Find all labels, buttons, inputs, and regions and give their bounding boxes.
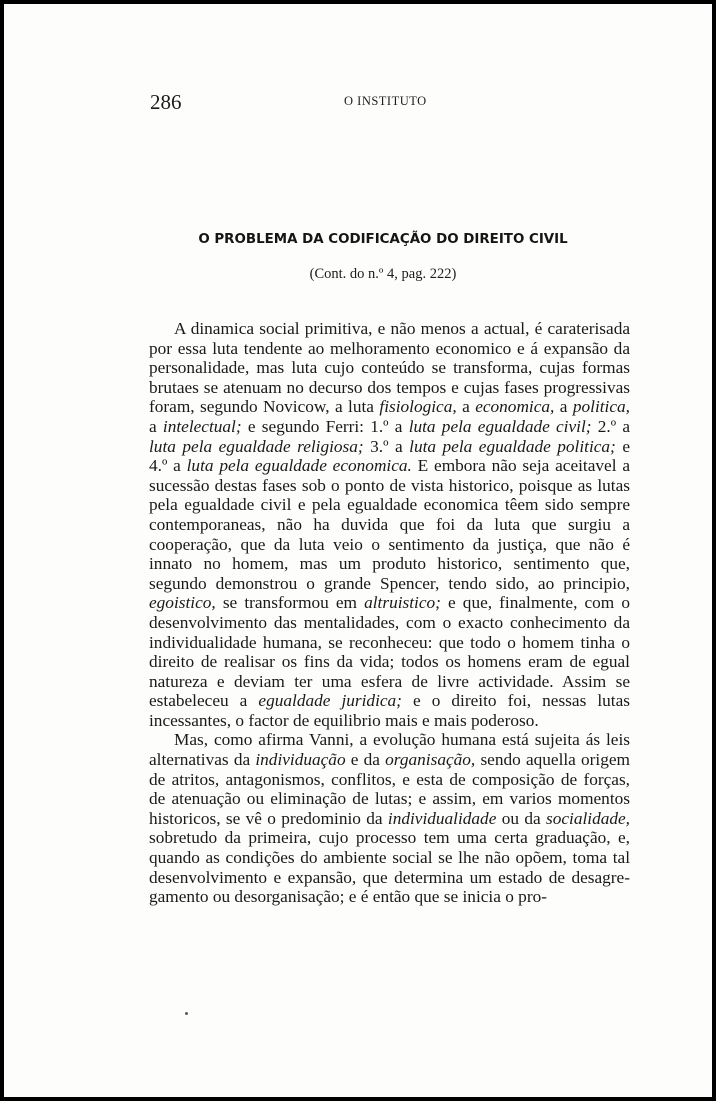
document-page [4, 4, 712, 1097]
text-run: e que, finalmente, com o desenvolvimento das mentalidades, com o exacto conhecimento da individualidade humana, se reconheceu: que todo o homem tinha o direito de realisar os fins da vida; todos os homens eram de egual natureza e deviam ter uma esfera de livre actividade. Assim se estabeleceu a [149, 593, 630, 711]
text-run: e o direito foi, nessas lutas incessantes, o factor de equilibrio mais e mais poderoso. [149, 691, 630, 730]
italic-run: individuação [255, 750, 346, 770]
italic-run: luta pela egualdade religiosa; [149, 436, 364, 456]
ink-speck [185, 1012, 188, 1015]
italic-run: fisiologica, [379, 397, 457, 417]
italic-run: luta pela egualdade politica; [409, 436, 616, 456]
text-run: a [554, 397, 573, 417]
text-run: e segundo Ferri: 1.º a [241, 416, 409, 436]
italic-run: individualidade [387, 808, 497, 828]
italic-run: intelectual; [162, 416, 242, 436]
italic-run: socialidade, [546, 808, 630, 828]
running-head [150, 90, 604, 116]
italic-run: egoistico, [149, 593, 216, 613]
text-run: a [149, 416, 163, 436]
page-number: 286 [150, 90, 182, 114]
italic-run: organisação, [385, 750, 476, 770]
text-run: 2.º a [591, 416, 630, 436]
paragraph-2 [149, 730, 630, 906]
italic-run: luta pela egualdade civil; [408, 416, 592, 436]
running-title: O INSTITUTO [344, 94, 427, 108]
article-body [149, 319, 630, 907]
text-run: 3.º a [363, 436, 410, 456]
text-run: E embora não seja aceitavel a sucessão destas fases sob o ponto de vista historico, poisque as lutas pela egualdade civil e pela egualdade economica têem sido sempre contemporaneas, não ha duvida que foi da luta que surgiu a cooperação, que da luta veio o sentimento da justiça, que não é innato no homem, mas um produto historico, sentimento que, segundo demonstrou o grande Spencer, tendo sido, ao principio, [149, 456, 630, 593]
text-run: Mas, como afirma Vanni, a evolução humana está sujeita ás leis alternativas da [149, 730, 630, 770]
text-run: ou da [496, 808, 546, 828]
text-run: se transformou em [215, 593, 365, 613]
italic-run: altruistico; [364, 593, 441, 613]
italic-run: economica, [475, 397, 555, 417]
italic-run: politica, [572, 397, 630, 417]
paragraph-1 [149, 319, 630, 730]
text-run: e 4.º a [149, 436, 630, 476]
text-run: sobretudo da primeira, cujo processo tem uma certa graduação, e, quando as condições do ambiente social se lhe não opõem, toma tal desenvolvimento e expansão, que determina um estado de desagregamento ou desorganisação; e é então que se inicia o pro- [149, 828, 630, 907]
continuation-note: (Cont. do n.º 4, pag. 222) [309, 266, 457, 282]
article-title: O PROBLEMA DA CODIFICAÇÃO DO DIREITO CIVIL [198, 232, 568, 247]
italic-run: luta pela egualdade economica. [186, 456, 412, 476]
text-run: sendo aquella origem de atritos, antagonismos, conflitos, e esta de composição de forças, de atenuação ou eliminação de lutas; e assim, em varios momentos historicos, se vê o predominio da [149, 750, 630, 828]
text-run: e da [345, 750, 386, 770]
italic-run: egualdade juridica; [258, 691, 402, 711]
text-run: A dinamica social primitiva, e não menos a actual, é caraterisada por essa luta tendente ao melhoramento economico e á expansão da personalidade, mas luta cujo conteúdo se transforma, cujas formas brutaes se atenuam no decurso dos tempos e cujas fases progressivas foram, segundo Novicow, a luta [149, 319, 630, 417]
text-run: a [456, 397, 476, 417]
